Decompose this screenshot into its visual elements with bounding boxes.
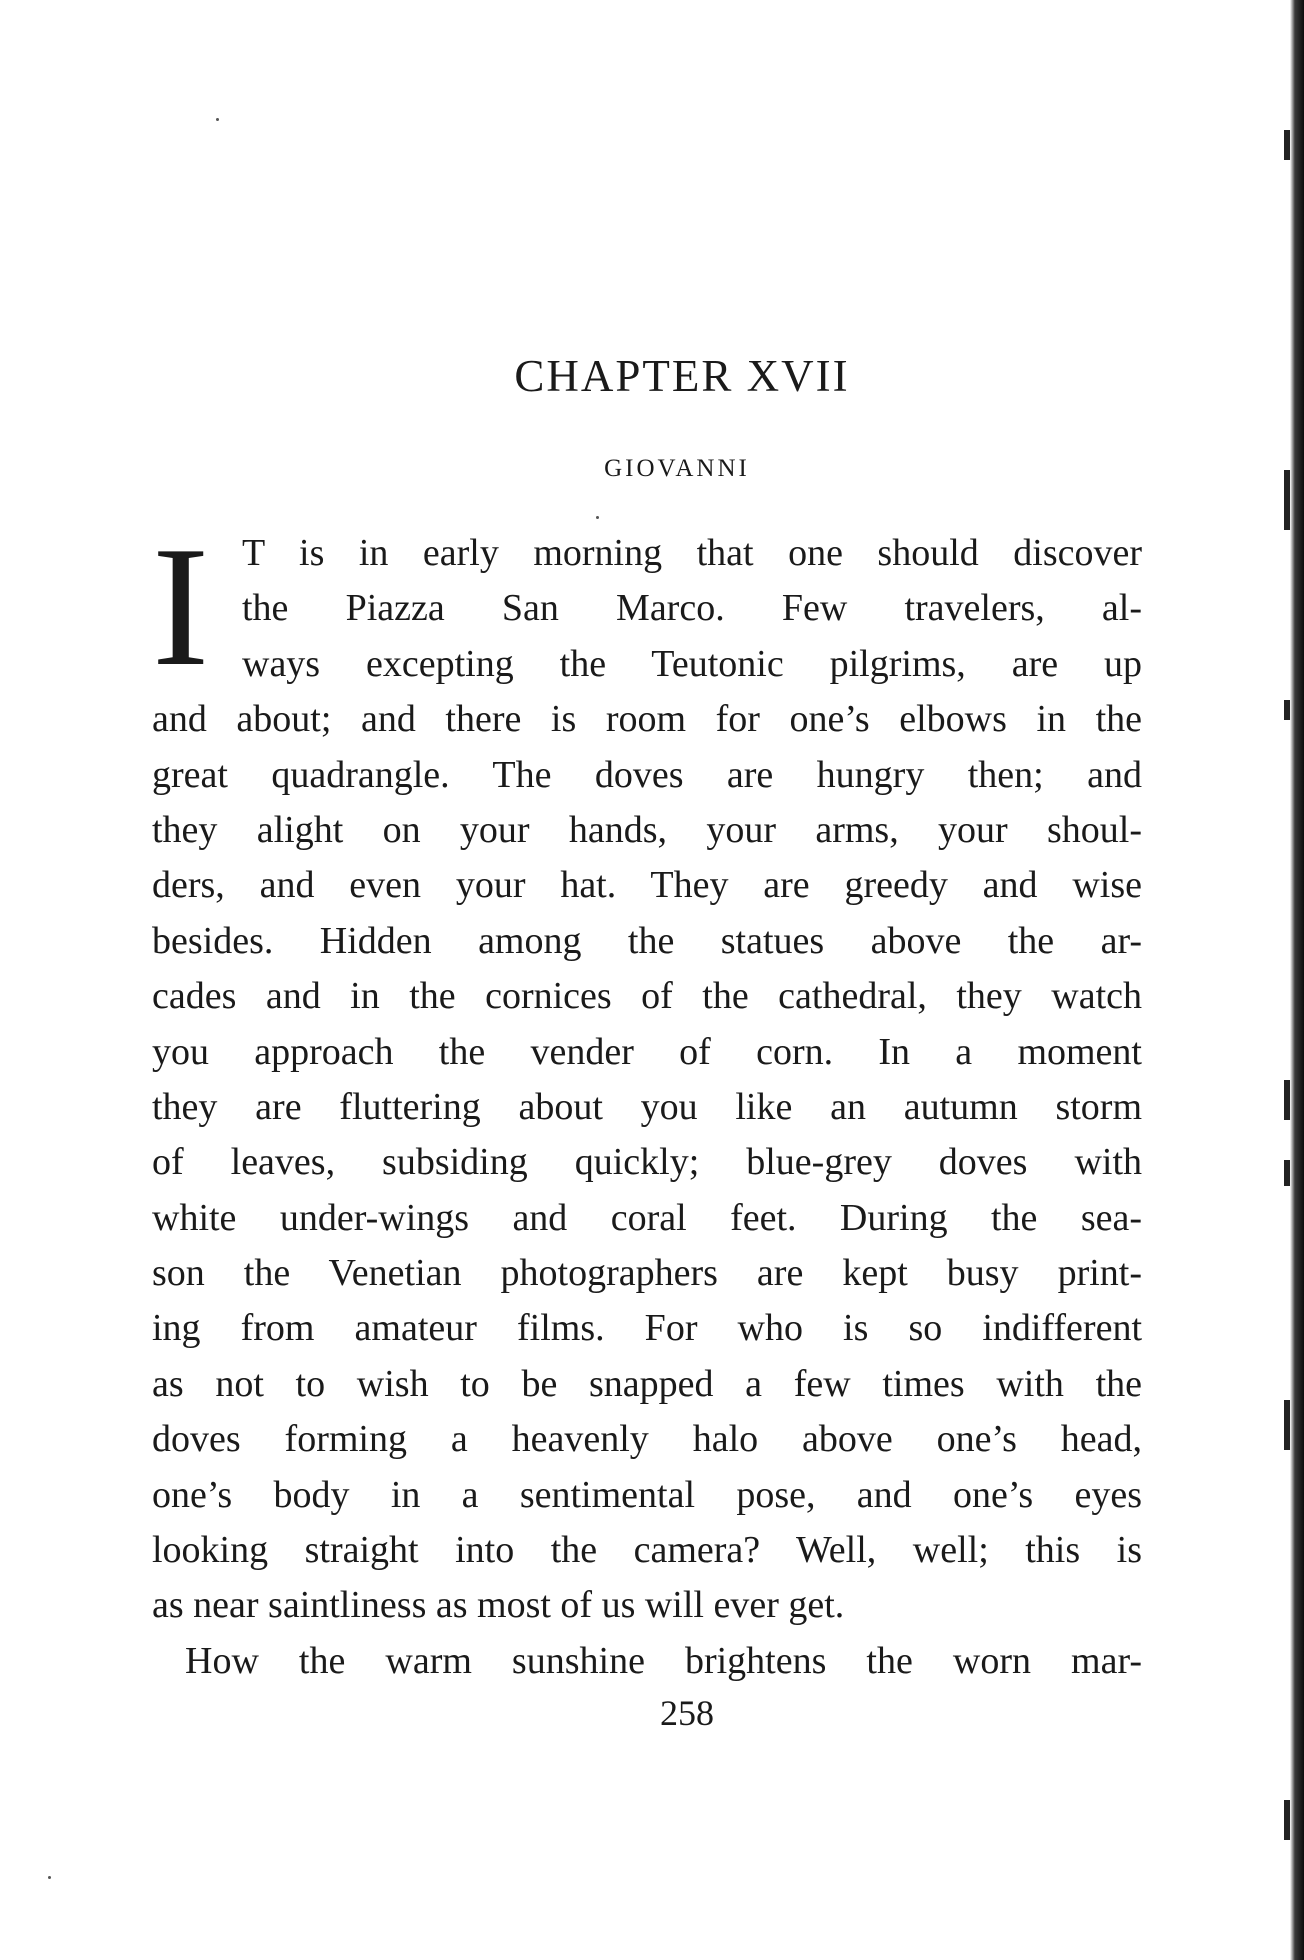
body-text	[152, 512, 1142, 1689]
chapter-title: CHAPTER XVII	[514, 351, 850, 401]
text-line: ders, and even your hat. They are greedy and wise	[152, 864, 1142, 907]
scan-edge-shadow	[1290, 0, 1304, 1960]
text-line: ing from amateur films. For who is so indifferent	[152, 1307, 1142, 1350]
text-line: son the Venetian photographers are kept busy print-	[152, 1252, 1142, 1295]
text-line: besides. Hidden among the statues above the ar-	[152, 919, 1142, 962]
text-line: of leaves, subsiding quickly; blue-grey doves with	[152, 1141, 1142, 1184]
drop-cap: I	[152, 512, 210, 702]
text-line: cades and in the cornices of the cathedral, they watch	[152, 975, 1142, 1018]
text-line: as not to wish to be snapped a few times with the	[152, 1362, 1142, 1405]
text-line: ways excepting the Teutonic pilgrims, are up	[242, 642, 1142, 685]
text-line: T is in early morning that one should discover	[242, 532, 1142, 574]
text-line: the Piazza San Marco. Few travelers, al-	[242, 587, 1142, 630]
text-line: How the warm sunshine brightens the worn mar-	[185, 1639, 1142, 1682]
text-line: as near saintliness as most of us will ever get.	[152, 1584, 845, 1627]
text-line: they are fluttering about you like an autumn storm	[152, 1085, 1142, 1128]
text-line: white under-wings and coral feet. During the sea-	[152, 1196, 1142, 1239]
text-line: looking straight into the camera? Well, well; this is	[152, 1529, 1142, 1572]
text-line: you approach the vender of corn. In a moment	[152, 1030, 1142, 1073]
text-line: one’s body in a sentimental pose, and one’s eyes	[152, 1473, 1142, 1516]
scan-speck	[48, 1876, 51, 1879]
text-line: great quadrangle. The doves are hungry then; and	[152, 753, 1142, 796]
page-number: 258	[660, 1693, 714, 1733]
text-line: doves forming a heavenly halo above one’s head,	[152, 1418, 1142, 1461]
text-line: and about; and there is room for one’s elbows in the	[152, 698, 1142, 741]
scan-speck	[216, 118, 219, 121]
text-line: they alight on your hands, your arms, your shoul-	[152, 808, 1142, 851]
scan-speck	[596, 516, 599, 519]
chapter-subtitle: GIOVANNI	[604, 455, 750, 482]
scan-edge-specks	[1280, 0, 1290, 1960]
